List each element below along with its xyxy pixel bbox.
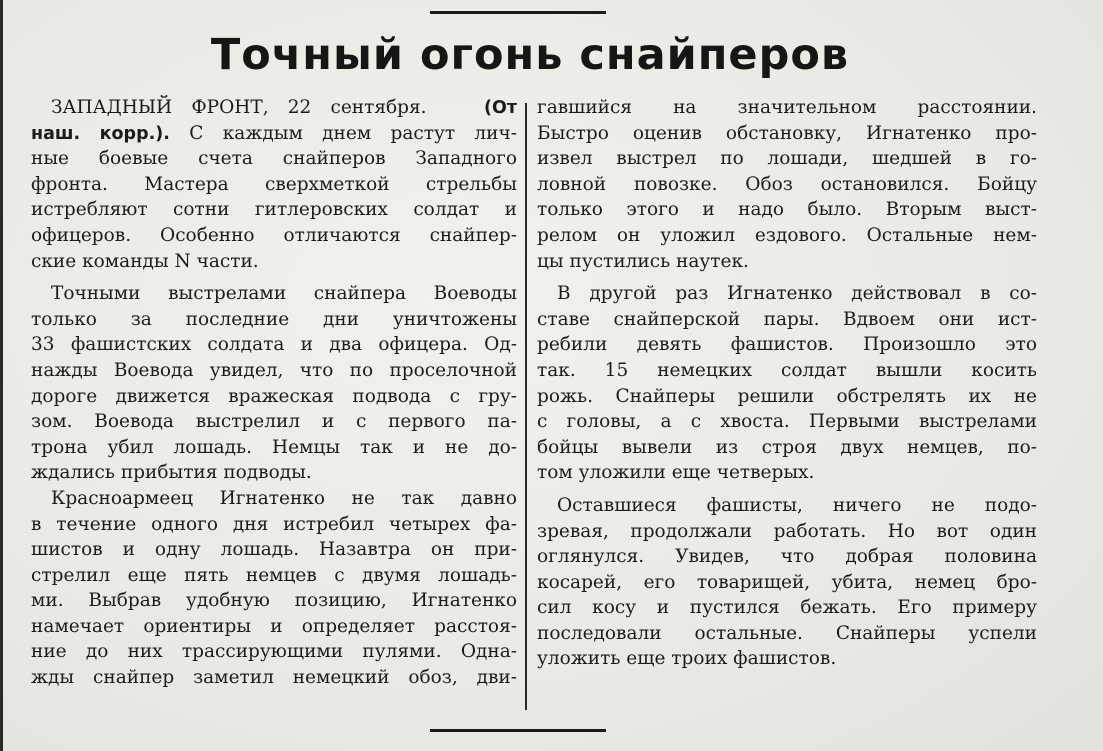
paragraph-line (31, 95, 517, 121)
paragraph-line: шистов и одну лошадь. Назавтра он при- (31, 539, 517, 561)
right-column (537, 95, 1037, 672)
paragraph-line (31, 121, 517, 147)
source-credit: наш. корр.). (31, 123, 170, 144)
paragraph-5 (537, 281, 1037, 486)
paragraph-line: дороге движется вражеская подвода с гру- (31, 385, 517, 407)
dateline: ЗАПАДНЫЙ ФРОНТ, 22 сентября. (51, 97, 427, 118)
paragraph-line: в течение одного дня истребил четырех фа- (31, 513, 517, 535)
paragraph-line: ждались прибытия подводы. (31, 462, 312, 484)
paragraph-line: ние до них трассирующими пулями. Одна- (31, 641, 517, 663)
paragraph-line: с головы, а с хвоста. Первыми выстрелами (537, 411, 1037, 433)
paragraph-line: ные боевые счета снайперов Западного (31, 148, 517, 170)
source-credit: (От (483, 98, 517, 118)
paragraph-line: фронта. Мастера сверхметкой стрельбы (31, 173, 517, 195)
paragraph-line: рожь. Снайперы решили обстрелять их не (537, 385, 1037, 407)
paragraph-line: извел выстрел по лошади, шедшей в го- (537, 148, 1037, 170)
paragraph-line: сил косу и пустился бежать. Его примеру (537, 597, 1037, 619)
paragraph-line: бойцы вывели из строя двух немцев, по- (537, 436, 1037, 458)
paragraph-line: намечает ориентиры и определяет расстоя- (31, 615, 517, 637)
paragraph-line: гавшийся на значительном расстоянии. (537, 97, 1037, 118)
column-divider (525, 103, 527, 710)
paragraph-line: Оставшиеся фашисты, ничего не подо- (557, 494, 1037, 516)
paragraph-line: оглянулся. Увидев, что добрая половина (537, 546, 1037, 568)
paragraph-line: истребляют сотни гитлеровских солдат и (31, 199, 517, 221)
paragraph-line: релом он уложил ездового. Остальные нем- (537, 224, 1037, 246)
text-span: С каждым днем растут лич- (189, 122, 517, 144)
article-headline: Точный огонь снайперов (210, 30, 850, 80)
paragraph-line: том уложили еще четверых. (537, 462, 815, 484)
bottom-rule (430, 729, 606, 732)
paragraph-line: В другой раз Игнатенко действовал в со- (557, 283, 1037, 305)
paragraph-line: ские команды N части. (31, 250, 259, 272)
paragraph-line: ребили девять фашистов. Произошло это (537, 334, 1037, 356)
paragraph-line: ставе снайперской пары. Вдвоем они ист- (537, 308, 1037, 330)
paragraph-line: последовали остальные. Снайперы успели (537, 622, 1037, 644)
paragraph-1 (31, 95, 517, 274)
paragraph-6 (537, 493, 1037, 672)
paragraph-line: ловной повозке. Обоз остановился. Бойцу (537, 173, 1037, 195)
paragraph-line: зревая, продолжали работать. Но вот один (537, 520, 1037, 542)
left-column (31, 95, 517, 691)
paragraph-line: 33 фашистских солдата и два офицера. Од- (31, 334, 517, 356)
paragraph-line: зом. Воевода выстрелил и с первого па- (31, 411, 517, 433)
paragraph-line: уложить еще троих фашистов. (537, 648, 837, 670)
paragraph-line: трона убил лошадь. Немцы так и не до- (31, 436, 517, 458)
top-rule (430, 11, 606, 14)
paragraph-line: Красноармеец Игнатенко не так давно (51, 487, 517, 509)
paragraph-line: нажды Воевода увидел, что по проселочной (31, 359, 517, 381)
paragraph-line: только этого и надо было. Вторым выст- (537, 199, 1037, 221)
paragraph-line: стрелил еще пять немцев с двумя лошадь- (31, 564, 517, 586)
paragraph-line: Быстро оценив обстановку, Игнатенко про- (537, 122, 1037, 144)
page-edge-line (0, 0, 3, 751)
paragraph-line: офицеров. Особенно отличаются снайпер- (31, 224, 517, 246)
paragraph-line: Точными выстрелами снайпера Воеводы (51, 283, 517, 305)
paragraph-line: косарей, его товарищей, убита, немец бро- (537, 571, 1037, 593)
paragraph-3 (31, 486, 517, 691)
paragraph-line: ми. Выбрав удобную позицию, Игнатенко (31, 590, 517, 612)
paragraph-line: так. 15 немецких солдат вышли косить (537, 359, 1037, 381)
paragraph-4 (537, 95, 1037, 274)
paragraph-line: жды снайпер заметил немецкий обоз, дви- (31, 667, 517, 689)
paragraph-line: только за последние дни уничтожены (31, 308, 517, 330)
paragraph-2 (31, 281, 517, 486)
paragraph-line: цы пустились наутек. (537, 250, 749, 272)
